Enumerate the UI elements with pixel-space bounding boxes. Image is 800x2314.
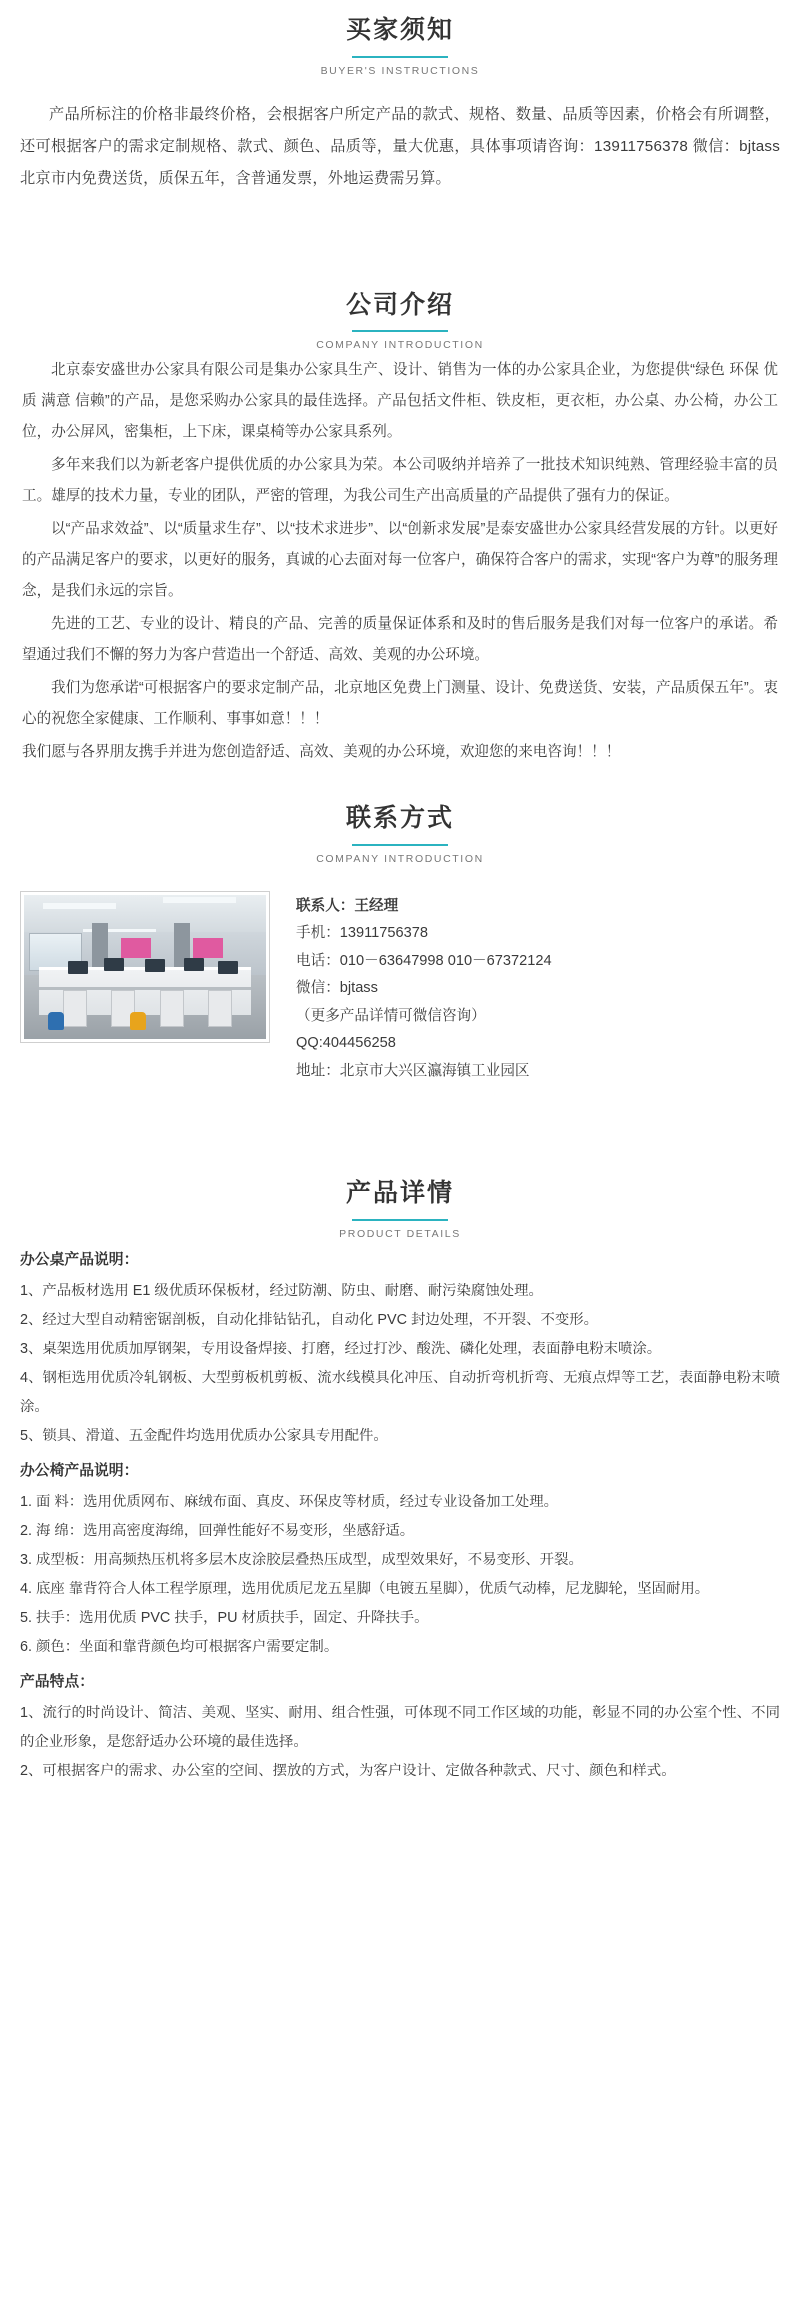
contact-mobile: 手机：13911756378 bbox=[296, 925, 428, 941]
detail-group-heading: 产品特点： bbox=[20, 1673, 94, 1690]
company-paragraph: 多年来我们以为新老客户提供优质的办公家具为荣。本公司吸纳并培养了一批技术知识纯熟、管理经验丰富的员工。雄厚的技术力量，专业的团队，严密的管理，为我公司生产出高质量的产品提供了强有力的保证。 bbox=[22, 457, 778, 504]
spacer-after-company bbox=[0, 770, 800, 788]
spacer-after-contact bbox=[0, 1085, 800, 1163]
detail-group-features bbox=[20, 1666, 780, 1786]
detail-group-heading: 办公椅产品说明： bbox=[20, 1462, 139, 1479]
contact-phone: 电话：010－63647998 010－67372124 bbox=[296, 952, 552, 969]
detail-item: 2. 海 绵：选用高密度海绵，回弹性能好不易变形，坐感舒适。 bbox=[20, 1522, 415, 1539]
detail-item: 3、桌架选用优质加厚钢架，专用设备焊接、打磨，经过打沙、酸洗、磷化处理，表面静电粉末喷涂。 bbox=[20, 1340, 662, 1357]
company-introduction-body bbox=[0, 355, 800, 768]
buyer-subtitle: BUYER'S INSTRUCTIONS bbox=[320, 64, 480, 77]
detail-item: 5、锁具、滑道、五金配件均选用优质办公家具专用配件。 bbox=[20, 1427, 388, 1444]
buyer-paragraph: 产品所标注的价格非最终价格，会根据客户所定产品的款式、规格、数量、品质等因素，价格会有所调整，还可根据客户的需求定制规格、款式、颜色、品质等，量大优惠，具体事项请咨询：13911756378 微信：bjtass 北京市内免费送货，质保五年，含普通发票，外地运费需另算。 bbox=[20, 105, 780, 187]
buyer-title-underline bbox=[352, 56, 448, 58]
company-paragraph: 以“产品求效益”、以“质量求生存”、以“技术求进步”、以“创新求发展”是泰安盛世办公家具经营发展的方针。以更好的产品满足客户的要求，以更好的服务，真诚的心去面对每一位客户，确保符合客户的需求，实现“客户为尊”的服务理念，是我们永远的宗旨。 bbox=[22, 521, 778, 599]
detail-group-heading: 办公桌产品说明： bbox=[20, 1251, 139, 1268]
detail-item: 2、可根据客户的需求、办公室的空间、摆放的方式，为客户设计、定做各种款式、尺寸、颜色和样式。 bbox=[20, 1762, 676, 1779]
company-paragraph: 北京泰安盛世办公家具有限公司是集办公家具生产、设计、销售为一体的办公家具企业，为您提供“绿色 环保 优质 满意 信赖”的产品，是您采购办公家具的最佳选择。产品包括文件柜、铁皮柜，更衣柜，办公桌、办公椅，办公工位，办公屏风，密集柜，上下床，课桌椅等办公家具系列。 bbox=[22, 362, 778, 440]
contact-section-header bbox=[0, 788, 800, 865]
buyer-section-header bbox=[0, 0, 800, 77]
contact-title-underline bbox=[352, 844, 448, 846]
office-photo-image bbox=[24, 895, 266, 1039]
detail-item: 1、流行的时尚设计、简洁、美观、坚实、耐用、组合性强，可体现不同工作区域的功能，彰显不同的办公室个性、不同的企业形象，是您舒适办公环境的最佳选择。 bbox=[20, 1704, 780, 1750]
contact-wechat: 微信：bjtass bbox=[296, 980, 378, 996]
office-photo bbox=[20, 891, 270, 1043]
detail-item: 3. 成型板：用高频热压机将多层木皮涂胶层叠热压成型，成型效果好，不易变形、开裂。 bbox=[20, 1551, 583, 1568]
company-paragraph: 先进的工艺、专业的设计、精良的产品、完善的质量保证体系和及时的售后服务是我们对每一位客户的承诺。希望通过我们不懈的努力为客户营造出一个舒适、高效、美观的办公环境。 bbox=[22, 616, 778, 663]
company-section-header bbox=[0, 275, 800, 352]
details-title: 产品详情 bbox=[345, 1179, 454, 1207]
detail-group-desk bbox=[20, 1244, 780, 1451]
company-subtitle: COMPANY INTRODUCTION bbox=[316, 339, 484, 351]
contact-title: 联系方式 bbox=[345, 804, 454, 832]
contact-qq: QQ:404456258 bbox=[296, 1035, 396, 1051]
detail-item: 2、经过大型自动精密锯剖板，自动化排钻钻孔，自动化 PVC 封边处理，不开裂、不变形。 bbox=[20, 1311, 599, 1328]
spacer-after-buyer bbox=[0, 197, 800, 275]
contact-block bbox=[0, 891, 800, 1086]
detail-item: 6. 颜色：坐面和靠背颜色均可根据客户需要定制。 bbox=[20, 1638, 339, 1655]
product-details-body bbox=[0, 1244, 800, 1786]
details-section-header bbox=[0, 1163, 800, 1240]
details-title-underline bbox=[352, 1219, 448, 1221]
detail-item: 4、钢柜选用优质冷轧钢板、大型剪板机剪板、流水线模具化冲压、自动折弯机折弯、无痕点焊等工艺，表面静电粉末喷涂。 bbox=[20, 1369, 780, 1415]
details-subtitle: PRODUCT DETAILS bbox=[339, 1227, 461, 1240]
detail-group-chair bbox=[20, 1455, 780, 1662]
company-title: 公司介绍 bbox=[345, 290, 454, 319]
buyer-instructions-body bbox=[0, 99, 800, 195]
buyer-title: 买家须知 bbox=[345, 16, 454, 44]
contact-details bbox=[296, 891, 552, 1086]
detail-item: 1、产品板材选用 E1 级优质环保板材，经过防潮、防虫、耐磨、耐污染腐蚀处理。 bbox=[20, 1282, 543, 1299]
company-title-underline bbox=[352, 330, 448, 332]
contact-person: 联系人：王经理 bbox=[296, 897, 399, 914]
contact-subtitle: COMPANY INTRODUCTION bbox=[316, 852, 484, 865]
contact-address: 地址：北京市大兴区瀛海镇工业园区 bbox=[296, 1062, 530, 1079]
detail-item: 4. 底座 靠背符合人体工程学原理，选用优质尼龙五星脚（电镀五星脚），优质气动棒，尼龙脚轮，坚固耐用。 bbox=[20, 1580, 710, 1597]
company-paragraph: 我们为您承诺“可根据客户的要求定制产品，北京地区免费上门测量、设计、免费送货、安装，产品质保五年”。衷心的祝您全家健康、工作顺利、事事如意！！！ bbox=[22, 680, 778, 727]
detail-item: 5. 扶手：选用优质 PVC 扶手，PU 材质扶手，固定、升降扶手。 bbox=[20, 1609, 429, 1626]
detail-item: 1. 面 料：选用优质网布、麻绒布面、真皮、环保皮等材质，经过专业设备加工处理。 bbox=[20, 1493, 559, 1510]
contact-wechat-note: （更多产品详情可微信咨询） bbox=[296, 1007, 486, 1024]
company-paragraph: 我们愿与各界朋友携手并进为您创造舒适、高效、美观的办公环境，欢迎您的来电咨询！！！ bbox=[22, 744, 621, 760]
